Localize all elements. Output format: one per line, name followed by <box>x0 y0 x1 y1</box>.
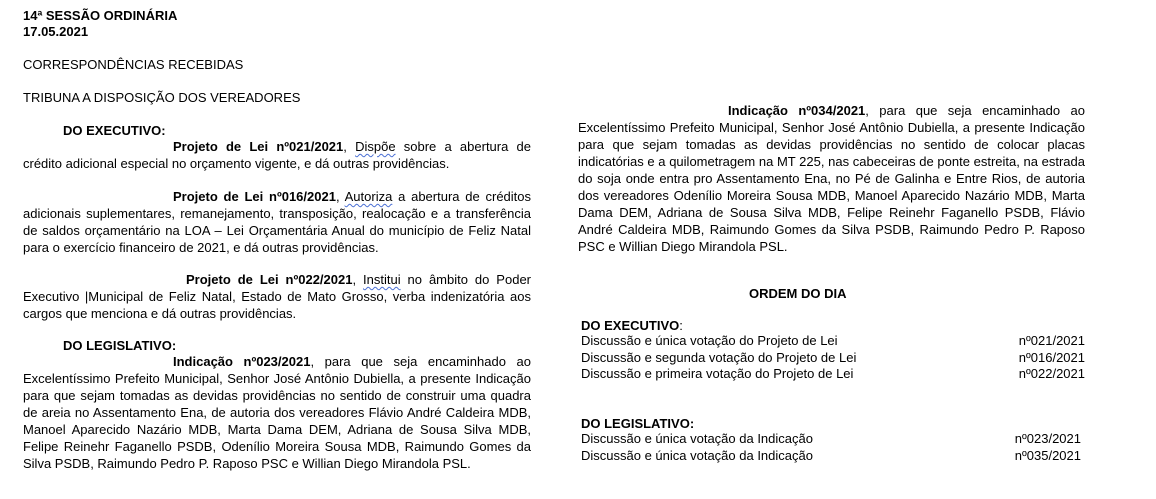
ordem-executive-list <box>581 333 1085 383</box>
ind023-paragraph <box>23 353 531 472</box>
session-date: 17.05.2021 <box>23 24 89 39</box>
pl016-verb: Autoriza <box>344 189 393 204</box>
item-label: Discussão e única votação do Projeto de Lei <box>581 333 838 348</box>
ind034-title: Indicação nº034/2021 <box>728 103 866 118</box>
pl021-text: sobre a abertura de crédito adicional especial no orçamento vigente, e dá outras providências. <box>23 139 532 171</box>
item-number: nº035/2021 <box>1014 447 1081 463</box>
pl022-title: Projeto de Lei nº022/2021 <box>186 272 353 287</box>
pl016-title: Projeto de Lei nº016/2021 <box>173 189 336 204</box>
item-number: nº022/2021 <box>1018 366 1085 381</box>
left-executive-heading: DO EXECUTIVO: <box>63 123 166 138</box>
session-title: 14ª SESSÃO ORDINÁRIA <box>23 8 178 23</box>
ind034-text: , para que seja encaminhado ao Excelentíssimo Prefeito Municipal, Senhor José Antônio Dubiella, a presente Indicação para que sejam tomadas as devidas providências no sentido de colocar placas indicatórias e a quilometragem na MT 225, nas cabeceiras de ponte estreita, na estrada do soja onde entra pro Assentamento Ena, no Pé de Galinha e Entre Rios, de autoria dos vereadores Odenílio Moreira Sousa MDB, Manoel Aparecido Nazário MDB, Marta Dama DEM, Adriana de Sousa Silva MDB, Felipe Reinehr Faganello PSDB, Flávio André Caldeira MDB, Raimundo Gomes da Silva PSDB, Raimundo Pedro P. Raposo PSC e Willian Diego Mirandola PSL. <box>578 103 1085 254</box>
list-item <box>581 431 1081 448</box>
pl022-verb: Institui <box>363 272 401 287</box>
ind034-paragraph <box>578 102 1085 255</box>
ind023-text: , para que seja encaminhado ao Excelentíssimo Prefeito Municipal, Senhor José Antônio Dubiella, a presente Indicação para que sejam tomadas as devidas providências no sentido de construir uma quadra de areia no Assentamento Ena, de autoria dos vereadores Flávio André Caldeira MDB, Manoel Aparecido Nazário MDB, Marta Dama DEM, Adriana de Sousa Silva MDB, Felipe Reinehr Faganello PSDB, Odenílio Moreira Sousa MDB, Raimundo Gomes da Silva PSDB, Raimundo Pedro P. Raposo PSC e Willian Diego Mirandola PSL. <box>23 354 531 471</box>
item-number: nº021/2021 <box>1018 333 1085 348</box>
item-label: Discussão e única votação da Indicação <box>581 447 813 463</box>
list-item <box>581 448 1081 465</box>
item-label: Discussão e única votação da Indicação <box>581 431 813 446</box>
item-number: nº016/2021 <box>1018 349 1085 365</box>
item-label: Discussão e segunda votação do Projeto de Lei <box>581 349 857 365</box>
pl022-paragraph: Projeto de Lei nº022/2021, Institui no âmbito do Poder Executivo |Municipal de Feliz Natal, Estado de Mato Grosso, verba indenizatória aos cargos que menciona e dá outras providências. <box>23 272 531 321</box>
pl016-paragraph: Projeto de Lei nº016/2021, Autoriza a abertura de créditos adicionais suplementares, remanejamento, transposição, realocação e a transferência de saldos orçamentário na LOA – Lei Orçamentária Anual do município de Feliz Natal para o exercício financeiro de 2021, e dá outras providências. <box>23 189 532 255</box>
pl021-paragraph: Projeto de Lei nº021/2021, Dispõe sobre a abertura de crédito adicional especial no orçamento vigente, e dá outras providências. <box>23 139 532 171</box>
ordem-executive-heading-line: DO EXECUTIVO: <box>581 318 683 333</box>
ind023-title: Indicação nº023/2021 <box>173 354 311 369</box>
pl016-text: a abertura de créditos adicionais suplementares, remanejamento, transposição, realocação e a transferência de saldos orçamentário na LOA – Lei Orçamentária Anual do município de Feliz Natal para o exercício financeiro de 2021, e dá outras providências. <box>23 189 532 255</box>
correspondences-heading: CORRESPONDÊNCIAS RECEBIDAS <box>23 57 244 72</box>
pl021-title: Projeto de Lei nº021/2021 <box>173 139 344 154</box>
pl022-text: no âmbito do Poder Executivo |Municipal de Feliz Natal, Estado de Mato Grosso, verba indenizatória aos cargos que menciona e dá outras providências. <box>23 272 531 321</box>
item-number: nº023/2021 <box>1014 431 1081 446</box>
ordem-legislative-heading: DO LEGISLATIVO: <box>581 416 695 431</box>
tribune-heading: TRIBUNA A DISPOSIÇÃO DOS VEREADORES <box>23 90 301 105</box>
ordem-legislative-list <box>581 431 1081 464</box>
ordem-do-dia-title: ORDEM DO DIA <box>749 286 847 301</box>
list-item <box>581 333 1085 350</box>
ordem-executive-heading: DO EXECUTIVO <box>581 318 680 333</box>
pl021-verb: Dispõe <box>355 139 396 154</box>
left-legislative-heading: DO LEGISLATIVO: <box>63 338 177 353</box>
item-label: Discussão e primeira votação do Projeto de Lei <box>581 366 854 381</box>
list-item <box>581 366 1085 383</box>
list-item <box>581 350 1085 367</box>
